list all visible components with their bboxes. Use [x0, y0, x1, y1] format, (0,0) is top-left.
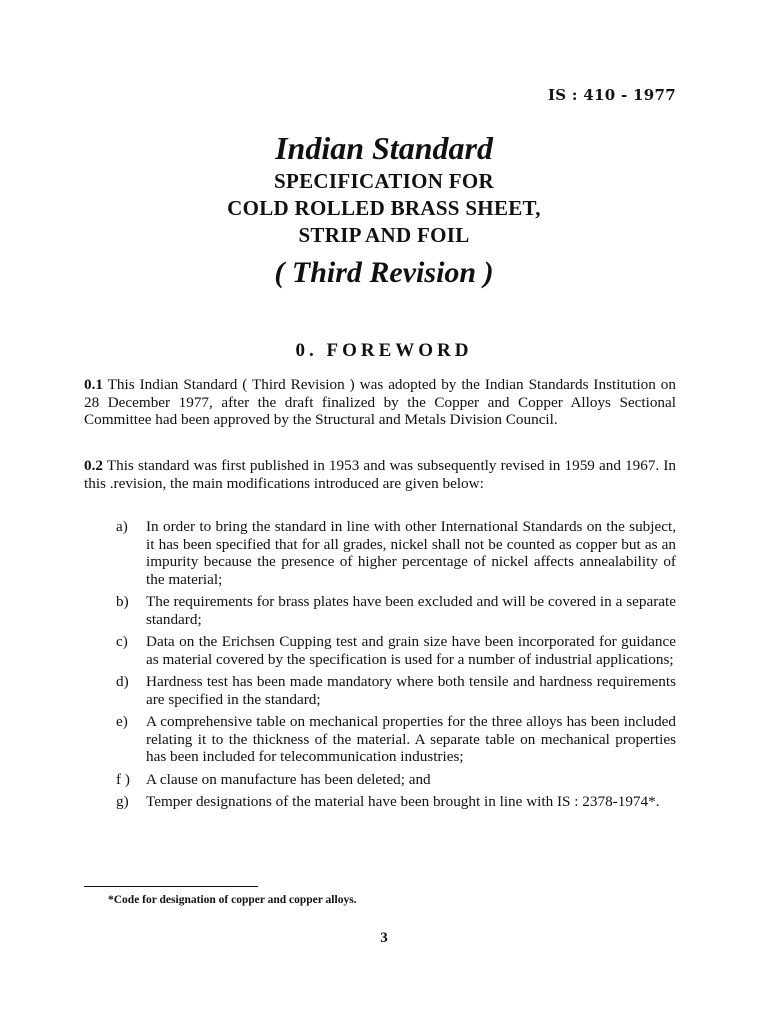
list-marker: d) [116, 673, 129, 690]
list-item-text: A clause on manufacture has been deleted; and [146, 770, 431, 788]
paragraph-text: This standard was first published in 1953 and was subsequently revised in 1959 and 1967. In this .revision, the main modifications introduced are given below: [84, 457, 676, 492]
list-item [116, 593, 676, 628]
paragraph-0-1 [84, 376, 676, 429]
paragraph-text: This Indian Standard ( Third Revision ) was adopted by the Indian Standards Institution on 28 December 1977, after the draft finalized by the Copper and Copper Alloys Sectional Committee had been approved by the Structural and Metals Division Council. [84, 376, 676, 428]
list-item [116, 673, 676, 708]
document-id: IS : 410 - 1977 [547, 86, 676, 104]
list-marker: c) [116, 633, 128, 650]
list-item-text: Temper designations of the material have been brought in line with IS : 2378-1974*. [146, 793, 660, 810]
list-item [116, 793, 676, 811]
standard-title: Indian Standard [275, 130, 493, 166]
spec-title-line-1: SPECIFICATION FOR [274, 169, 494, 193]
list-marker: a) [116, 518, 128, 535]
list-item [116, 633, 676, 668]
paragraph-number: 0.2 [84, 457, 103, 474]
spec-title-line-3: STRIP AND FOIL [298, 223, 470, 247]
list-marker: b) [116, 593, 129, 610]
list-item-text: Hardness test has been made mandatory where both tensile and hardness requirements are specified in the standard; [146, 673, 676, 708]
paragraph-number: 0.1 [84, 376, 103, 393]
list-item [116, 518, 676, 588]
list-item-text: In order to bring the standard in line with other International Standards on the subject, it has been specified that for all grades, nickel shall not be counted as copper but as an impurity because the presence of higher percentage of nickel affects annealability of the material; [146, 518, 676, 588]
list-marker: f ) [116, 770, 130, 788]
list-item [116, 713, 676, 766]
foreword-heading: 0. FOREWORD [295, 340, 473, 361]
list-item-text: A comprehensive table on mechanical properties for the three alloys has been included relating it to the thickness of the material. A separate table on mechanical properties has been included for telecommunication industries; [146, 713, 676, 765]
spec-title-line-2: COLD ROLLED BRASS SHEET, [227, 196, 541, 220]
page-number: 3 [380, 930, 388, 946]
title-block [0, 128, 768, 293]
footnote: *Code for designation of copper and copper alloys. [108, 894, 357, 906]
modifications-list [116, 518, 676, 816]
footnote-divider [84, 886, 258, 887]
list-marker: e) [116, 713, 128, 730]
paragraph-0-2 [84, 457, 676, 492]
list-item-text: The requirements for brass plates have been excluded and will be covered in a separate standard; [146, 593, 676, 628]
list-item-text: Data on the Erichsen Cupping test and grain size have been incorporated for guidance as material covered by the specification is used for a number of industrial applications; [146, 633, 676, 668]
revision-label: ( Third Revision ) [274, 256, 494, 289]
list-marker: g) [116, 793, 129, 810]
list-item [116, 771, 676, 789]
